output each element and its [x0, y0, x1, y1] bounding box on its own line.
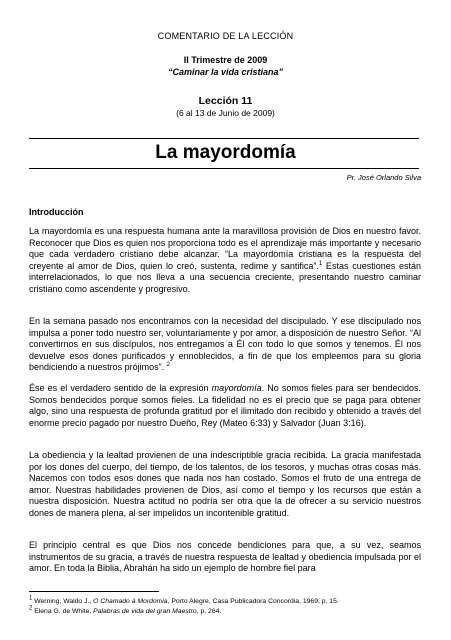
- trimestre-label: II Trimestre de 2009: [183, 55, 268, 65]
- footnote-ref-2: 2: [166, 362, 170, 368]
- header-label: COMENTARIO DE LA LECCIÓN: [157, 31, 294, 41]
- paragraph-5: El principio central es que Dios nos concede bendiciones para que, a su vez, seamos instrumentos de su gracia, a través de nuestra respuesta de lealtad y obediencia impulsada por el amor. En toda la Biblia, Abrahán ha sido un ejemplo de hombre fiel para: [29, 540, 421, 573]
- footnote-2: $^2$ Elena G. de White, Palabras de vida del gran Maestro, p. 264.: [29, 605, 222, 615]
- lesson-number: Lección 11: [198, 95, 253, 107]
- paragraph-4: La obediencia y la lealtad provienen de una indescriptible gracia recibida. La gracia manifestada por los dones del cuerpo, del tiempo, de los talentos, de los tesoros, y muchas otras cosas más. Nacemos con todos esos dones que nada nos han costado. Somos el fruto de una entrega de amor. Nuestras habilidades provienen de Dios, así como el tiempo y los recursos que están a nuestra disposición. Nuestra actitud no podría ser otra que la de ofrecer a su servicio nuestros dones de manera plena, al ser impelidos un incontenible gratitud.: [29, 450, 421, 518]
- author-name: Pr. José Orlando Silva: [346, 173, 421, 182]
- paragraph-3: Ése es el verdadero sentido de la expresión mayordomía. No somos fieles para ser bendecidos. Somos bendecidos porque somos fieles. La fidelidad no es el precio que se paga para obtener algo, sino una respuesta de profunda gratitud por el ilimitado don recibido y obtenido a través del enorme precio pagado por nuestro Dueño, Rey (Mateo 6:33) y Salvador (Juan 3:16).: [29, 383, 421, 428]
- lesson-dates: (6 al 13 de Junio de 2009): [176, 108, 275, 118]
- paragraph-2: En la semana pasado nos encontramos con la necesidad del discipulado. Y ese discipulado nos impulsa a poner todo nuestro ser, voluntariamente y por amor, a disposición de nuestro Señor. “Al convertirnos en sus discípulos, nos entregamos a Él con todo lo que somos y tenemos. Él nos devuelve esos dones purificados y ennoblecidos, a fin de que los empleemos para su gloria bendiciendo a nuestros prójimos”. $^2$: [29, 316, 421, 372]
- footnote-separator: [29, 591, 159, 592]
- footnote-ref-1: 1: [318, 260, 323, 267]
- paragraph-1: La mayordomía es una respuesta humana ante la maravillosa provisión de Dios en nuestro favor. Reconocer que Dios es quien nos proporciona todo es el aprendizaje más importante y necesario que cada verdadero cristiano debe alcanzar. “La mayordomía cristiana es la respuesta del creyente al amor de Dios, quien lo creó, sustenta, redime y santifica”.$^1$ Estas cuestiones están interrelacionados, lo que nos lleva a una secuencia creciente, presentando nuestro caminar cristiano como ascendente y progresivo.: [29, 226, 421, 294]
- page-title: La mayordomía: [155, 142, 296, 163]
- section-heading: Introducción: [29, 207, 84, 217]
- footnote-1: $^1$ Werning, Waldo J., O Chamado à Mordomia, Porto Alegre, Casa Publicadora Concordia, 1969, p. 15.: [29, 595, 339, 605]
- title-rule-top: [29, 138, 419, 139]
- title-rule-bottom: [29, 168, 419, 169]
- quarter-subtitle: “Caminar la vida cristiana”: [167, 67, 284, 77]
